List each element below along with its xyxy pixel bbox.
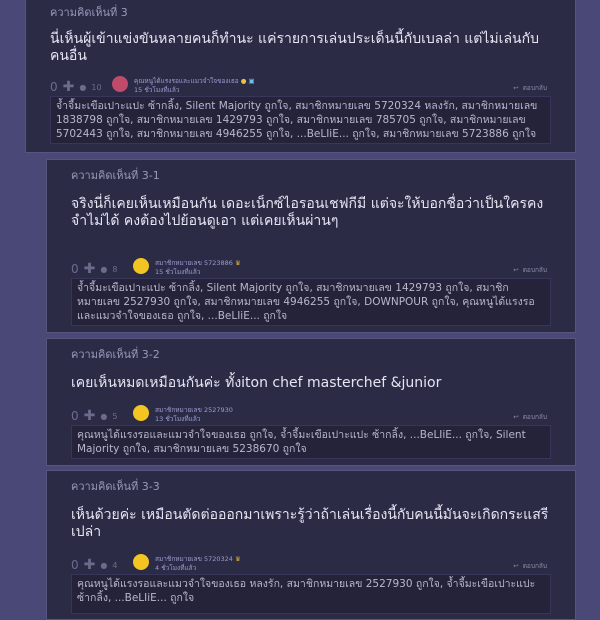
comment-number: ความคิดเห็นที่ 3-3 bbox=[71, 480, 160, 493]
reply-button[interactable] bbox=[513, 412, 547, 422]
thanks-list: คุณหนูได้แรงรอและแมวจำใจของเธอ หลงรัก, สมาชิกหมายเลข 2527930 ถูกใจ, จ้ำจี้มะเขือเปาะแปะ ซ้ากลิ้ง, ...BeLIiE... ถูกใจ bbox=[71, 574, 551, 614]
plus-vote-icon[interactable]: ✚ bbox=[83, 261, 96, 277]
post-time: 13 ชั่วโมงที่แล้ว bbox=[155, 415, 201, 423]
badge-icon: ♛ bbox=[235, 259, 241, 267]
vote-count: 0 bbox=[71, 409, 79, 423]
reply-label: ตอบกลับ bbox=[522, 413, 547, 421]
badge-icon: ♛ bbox=[235, 555, 241, 563]
avatar[interactable] bbox=[133, 554, 149, 570]
reply-icon: ↩ bbox=[513, 562, 519, 570]
reply-icon: ↩ bbox=[513, 266, 519, 274]
vote-area bbox=[71, 557, 117, 573]
avatar[interactable] bbox=[133, 405, 149, 421]
reply-icon: ↩ bbox=[513, 413, 519, 421]
plus-vote-icon[interactable]: ✚ bbox=[83, 408, 96, 424]
user-name-text: สมาชิกหมายเลข 2527930 bbox=[155, 406, 233, 414]
user-name-text: สมาชิกหมายเลข 5720324 bbox=[155, 555, 233, 563]
comment-number: ความคิดเห็นที่ 3-2 bbox=[71, 348, 160, 361]
comment-meta bbox=[71, 258, 551, 280]
vote-count: 0 bbox=[50, 80, 58, 94]
comment-text: จริงนี่ก็เคยเห็นเหมือนกัน เดอะเน็กซ์ไอรอนเชฟกีมี แต่จะให้บอกชื่อว่าเป็นใครคงจำไม่ได้ คงต้องไปย้อนดูเอา แต่เคยเห็นผ่านๆ bbox=[71, 196, 544, 229]
comment-meta bbox=[71, 554, 551, 576]
vote-area bbox=[71, 261, 117, 277]
user-name-text: สมาชิกหมายเลข 5723886 bbox=[155, 259, 233, 267]
emotion-count: 5 bbox=[112, 411, 118, 421]
emotion-icon[interactable]: ● bbox=[100, 411, 108, 421]
vote-count: 0 bbox=[71, 262, 79, 276]
verified-icon: ▣ bbox=[248, 77, 255, 85]
vote-area bbox=[71, 408, 117, 424]
thanks-list: คุณหนูได้แรงรอและแมวจำใจของเธอ ถูกใจ, จ้ำจี้มะเขือเปาะแปะ ซ้ากลิ้ง, ...BeLIiE... ถูกใจ, Silent Majority ถูกใจ, สมาชิกหมายเลข 5238670 ถูกใจ bbox=[71, 425, 551, 459]
reply-button[interactable] bbox=[513, 561, 547, 571]
vote-area bbox=[50, 79, 102, 95]
emotion-count: 10 bbox=[91, 82, 102, 92]
comment-number: ความคิดเห็นที่ 3-1 bbox=[71, 169, 160, 182]
plus-vote-icon[interactable]: ✚ bbox=[83, 557, 96, 573]
reply-label: ตอบกลับ bbox=[522, 266, 547, 274]
post-time: 15 ชั่วโมงที่แล้ว bbox=[134, 86, 180, 94]
comment-3-3 bbox=[46, 470, 576, 620]
comment-number: ความคิดเห็นที่ 3 bbox=[50, 6, 128, 19]
avatar[interactable] bbox=[133, 258, 149, 274]
reply-label: ตอบกลับ bbox=[522, 84, 547, 92]
reply-button[interactable] bbox=[513, 265, 547, 275]
comment-3 bbox=[25, 0, 576, 153]
comment-text: เคยเห็นหมดเหมือนกันค่ะ ทั้งiton chef masterchef &junior bbox=[71, 375, 442, 391]
user-name-text: คุณหนูได้แรงรอและแมวจำใจของเธอ bbox=[134, 77, 239, 85]
thanks-list: จ้ำจี้มะเขือเปาะแปะ ซ้ากลิ้ง, Silent Majority ถูกใจ, สมาชิกหมายเลข 5720324 หลงรัก, สมาชิกหมายเลข 1838798 ถูกใจ, สมาชิกหมายเลข 1429793 ถูกใจ, สมาชิกหมายเลข 785705 ถูกใจ, สมาชิกหมายเลข 5702443 ถูกใจ, สมาชิกหมายเลข 4946255 ถูกใจ, ...BeLIiE... ถูกใจ, สมาชิกหมายเลข 5723886 ถูกใจ bbox=[50, 96, 551, 144]
comment-3-1 bbox=[46, 159, 576, 333]
emotion-count: 4 bbox=[112, 560, 118, 570]
post-time: 4 ชั่วโมงที่แล้ว bbox=[155, 564, 197, 572]
reply-label: ตอบกลับ bbox=[522, 562, 547, 570]
reply-button[interactable] bbox=[513, 83, 547, 93]
vote-count: 0 bbox=[71, 558, 79, 572]
badge-icon: ● bbox=[240, 77, 247, 85]
emotion-icon[interactable]: ● bbox=[100, 560, 108, 570]
post-time: 15 ชั่วโมงที่แล้ว bbox=[155, 268, 201, 276]
emotion-icon[interactable]: ● bbox=[79, 82, 87, 92]
comment-3-2 bbox=[46, 338, 576, 466]
emotion-icon[interactable]: ● bbox=[100, 264, 108, 274]
reply-icon: ↩ bbox=[513, 84, 519, 92]
comment-meta bbox=[71, 405, 551, 427]
comment-meta bbox=[50, 76, 551, 98]
plus-vote-icon[interactable]: ✚ bbox=[62, 79, 75, 95]
thanks-list: จ้ำจี้มะเขือเปาะแปะ ซ้ากลิ้ง, Silent Majority ถูกใจ, สมาชิกหมายเลข 1429793 ถูกใจ, สมาชิกหมายเลข 2527930 ถูกใจ, สมาชิกหมายเลข 4946255 ถูกใจ, DOWNPOUR ถูกใจ, คุณหนูได้แรงรอและแมวจำใจของเธอ ถูกใจ, ...BeLIiE... ถูกใจ bbox=[71, 278, 551, 326]
comment-text: นี่เห็นผู้เข้าแข่งขันหลายคนก็ทำนะ แค่รายการเล่นประเด็นนี้กับเบลล่า แต่ไม่เล่นกับคนอื่น bbox=[50, 31, 539, 64]
emotion-count: 8 bbox=[112, 264, 118, 274]
avatar[interactable] bbox=[112, 76, 128, 92]
comment-text: เห็นด้วยค่ะ เหมือนตัดต่อออกมาเพราะรู้ว่าถ้าเล่นเรื่องนี้กับคนนี้มันจะเกิดกระแสรีเปล่า bbox=[71, 507, 549, 540]
